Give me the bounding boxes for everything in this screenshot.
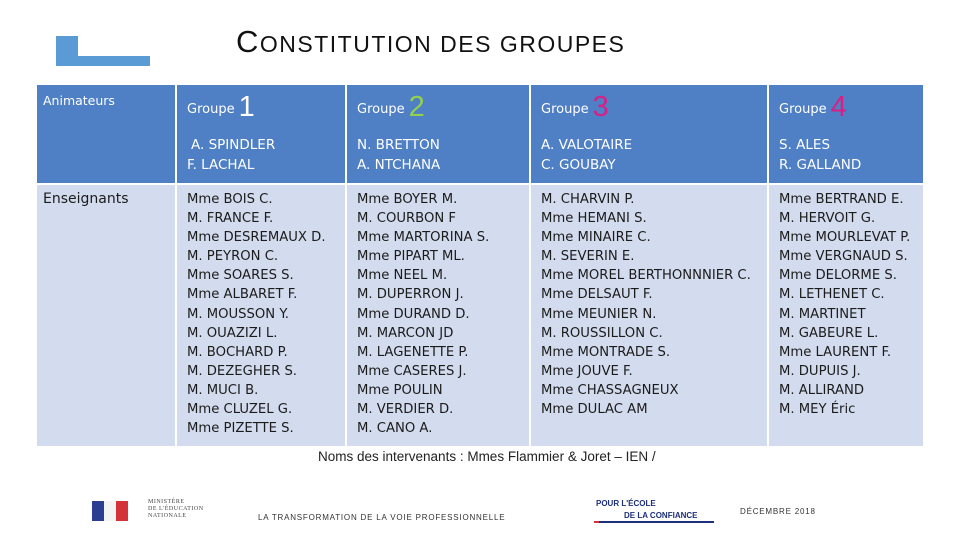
teacher-name: M. PEYRON C. [187, 249, 279, 265]
teacher-name: Mme BOYER M. [357, 192, 458, 207]
ministry-line: DE L'ÉDUCATION [148, 506, 204, 512]
group-animateurs [769, 129, 923, 183]
teacher-name: Mme PIPART ML. [357, 249, 465, 265]
footer-program-title: LA TRANSFORMATION DE LA VOIE PROFESSIONNELLE [258, 513, 506, 522]
group-4-header [769, 85, 923, 129]
teacher-name: Mme JOUVE F. [541, 363, 633, 379]
group-2-animateurs-cell [346, 85, 530, 184]
teacher-name: M. ALLIRAND [779, 382, 865, 398]
teacher-name: Mme MARTORINA S. [357, 230, 490, 246]
teacher-list [531, 185, 767, 427]
teacher-name: Mme MOREL BERTHONNNIER C. [541, 268, 751, 284]
group-word: Groupe [779, 102, 827, 117]
teacher-name: Mme MOURLEVAT P. [779, 230, 911, 246]
teacher-name: M. MUCI B. [187, 382, 259, 398]
teacher-name: M. LAGENETTE P. [357, 344, 469, 360]
animateur-name: A. SPINDLER [191, 137, 276, 153]
teacher-name: M. SEVERIN E. [541, 249, 635, 265]
corner-logo [56, 36, 150, 66]
animateur-name: R. GALLAND [779, 157, 862, 173]
teacher-name: Mme POULIN [357, 382, 443, 398]
ecole-logo-underline [594, 521, 714, 523]
teacher-name: M. DEZEGHER S. [187, 363, 298, 379]
teacher-name: M. BOCHARD P. [187, 344, 288, 360]
group-3-enseignants-cell [530, 184, 768, 446]
ministry-line: MINISTÈRE [148, 499, 185, 505]
animateurs-row [37, 85, 923, 184]
ministry-text [148, 499, 204, 520]
group-2-header [347, 85, 529, 129]
page-title [236, 24, 756, 60]
teacher-name: M. MOUSSON Y. [187, 306, 289, 322]
group-4-animateurs-cell [768, 85, 923, 184]
teacher-name: M. HERVOIT G. [779, 211, 876, 227]
teacher-name: M. CANO A. [357, 421, 433, 437]
ecole-logo-line-2: DE LA CONFIANCE [624, 511, 698, 520]
ministry-line: NATIONALE [148, 513, 187, 519]
row-label-animateurs: Animateurs [37, 85, 176, 184]
teacher-name: Mme DELSAUT F. [541, 287, 653, 303]
teacher-name: Mme DULAC AM [541, 402, 648, 418]
group-3-header [531, 85, 767, 129]
corner-logo-horizontal-bar [56, 56, 150, 66]
group-animateurs [531, 129, 767, 183]
page-title-text: CONSTITUTION DES GROUPES [236, 24, 626, 59]
animateur-name: F. LACHAL [187, 157, 255, 173]
teacher-name: Mme SOARES S. [187, 268, 294, 284]
ministry-logo [84, 497, 214, 525]
animateur-name: S. ALES [779, 137, 831, 153]
teacher-name: M. ROUSSILLON C. [541, 325, 663, 341]
teacher-name: Mme DELORME S. [779, 268, 897, 284]
teacher-list [177, 185, 345, 446]
marianne-flag-icon [92, 501, 128, 521]
animateur-name: A. VALOTAIRE [541, 137, 633, 153]
teacher-name: M. CHARVIN P. [541, 192, 635, 207]
group-number: 3 [592, 91, 609, 123]
animateur-name: N. BRETTON [357, 137, 440, 153]
teacher-name: M. DUPERRON J. [357, 287, 464, 303]
group-3-animateurs-cell [530, 85, 768, 184]
group-1-header [177, 85, 345, 129]
teacher-name: Mme LAURENT F. [779, 344, 892, 360]
teacher-name: M. MEY Éric [779, 402, 856, 418]
group-word: Groupe [357, 102, 405, 117]
group-2-enseignants-cell [346, 184, 530, 446]
teacher-name: Mme PIZETTE S. [187, 421, 294, 437]
teacher-name: Mme VERGNAUD S. [779, 249, 908, 265]
intervenants-note: Noms des intervenants : Mmes Flammier & Joret – IEN / [318, 449, 656, 464]
teacher-name: Mme CASERES J. [357, 363, 467, 379]
teacher-list [347, 185, 529, 446]
teacher-name: Mme MONTRADE S. [541, 344, 671, 360]
group-1-enseignants-cell [176, 184, 346, 446]
teacher-name: Mme BOIS C. [187, 192, 273, 207]
teacher-name: Mme ALBARET F. [187, 287, 298, 303]
row-label-enseignants: Enseignants [37, 184, 176, 446]
group-number: 1 [238, 91, 255, 123]
teacher-name: Mme MINAIRE C. [541, 230, 651, 246]
teacher-name: M. VERDIER D. [357, 402, 454, 418]
group-number: 4 [830, 91, 847, 123]
enseignants-row [37, 184, 923, 446]
teacher-name: Mme DESREMAUX D. [187, 230, 326, 246]
animateur-name: A. NTCHANA [357, 157, 441, 173]
teacher-name: M. COURBON F [357, 211, 457, 227]
teacher-name: M. MARCON JD [357, 325, 454, 341]
groups-table [37, 85, 923, 446]
teacher-name: M. FRANCE F. [187, 211, 274, 227]
footer-date: DÉCEMBRE 2018 [740, 507, 816, 516]
group-number: 2 [408, 91, 425, 123]
teacher-name: M. LETHENET C. [779, 287, 885, 303]
teacher-name: M. GABEURE L. [779, 325, 879, 341]
teacher-name: Mme BERTRAND E. [779, 192, 904, 207]
group-word: Groupe [541, 102, 589, 117]
group-animateurs [347, 129, 529, 183]
ecole-confiance-logo [594, 499, 716, 523]
teacher-name: M. MARTINET [779, 306, 866, 322]
group-word: Groupe [187, 102, 235, 117]
group-4-enseignants-cell [768, 184, 923, 446]
teacher-name: Mme MEUNIER N. [541, 306, 657, 322]
teacher-name: Mme NEEL M. [357, 268, 448, 284]
group-animateurs [177, 129, 345, 183]
teacher-name: Mme HEMANI S. [541, 211, 647, 227]
teacher-list [769, 185, 923, 427]
teacher-name: Mme CHASSAGNEUX [541, 382, 679, 398]
teacher-name: Mme CLUZEL G. [187, 402, 293, 418]
group-1-animateurs-cell [176, 85, 346, 184]
teacher-name: M. DUPUIS J. [779, 363, 861, 379]
ecole-logo-line-1: POUR L'ÉCOLE [596, 499, 656, 508]
animateur-name: C. GOUBAY [541, 157, 616, 173]
teacher-name: M. OUAZIZI L. [187, 325, 278, 341]
teacher-name: Mme DURAND D. [357, 306, 470, 322]
